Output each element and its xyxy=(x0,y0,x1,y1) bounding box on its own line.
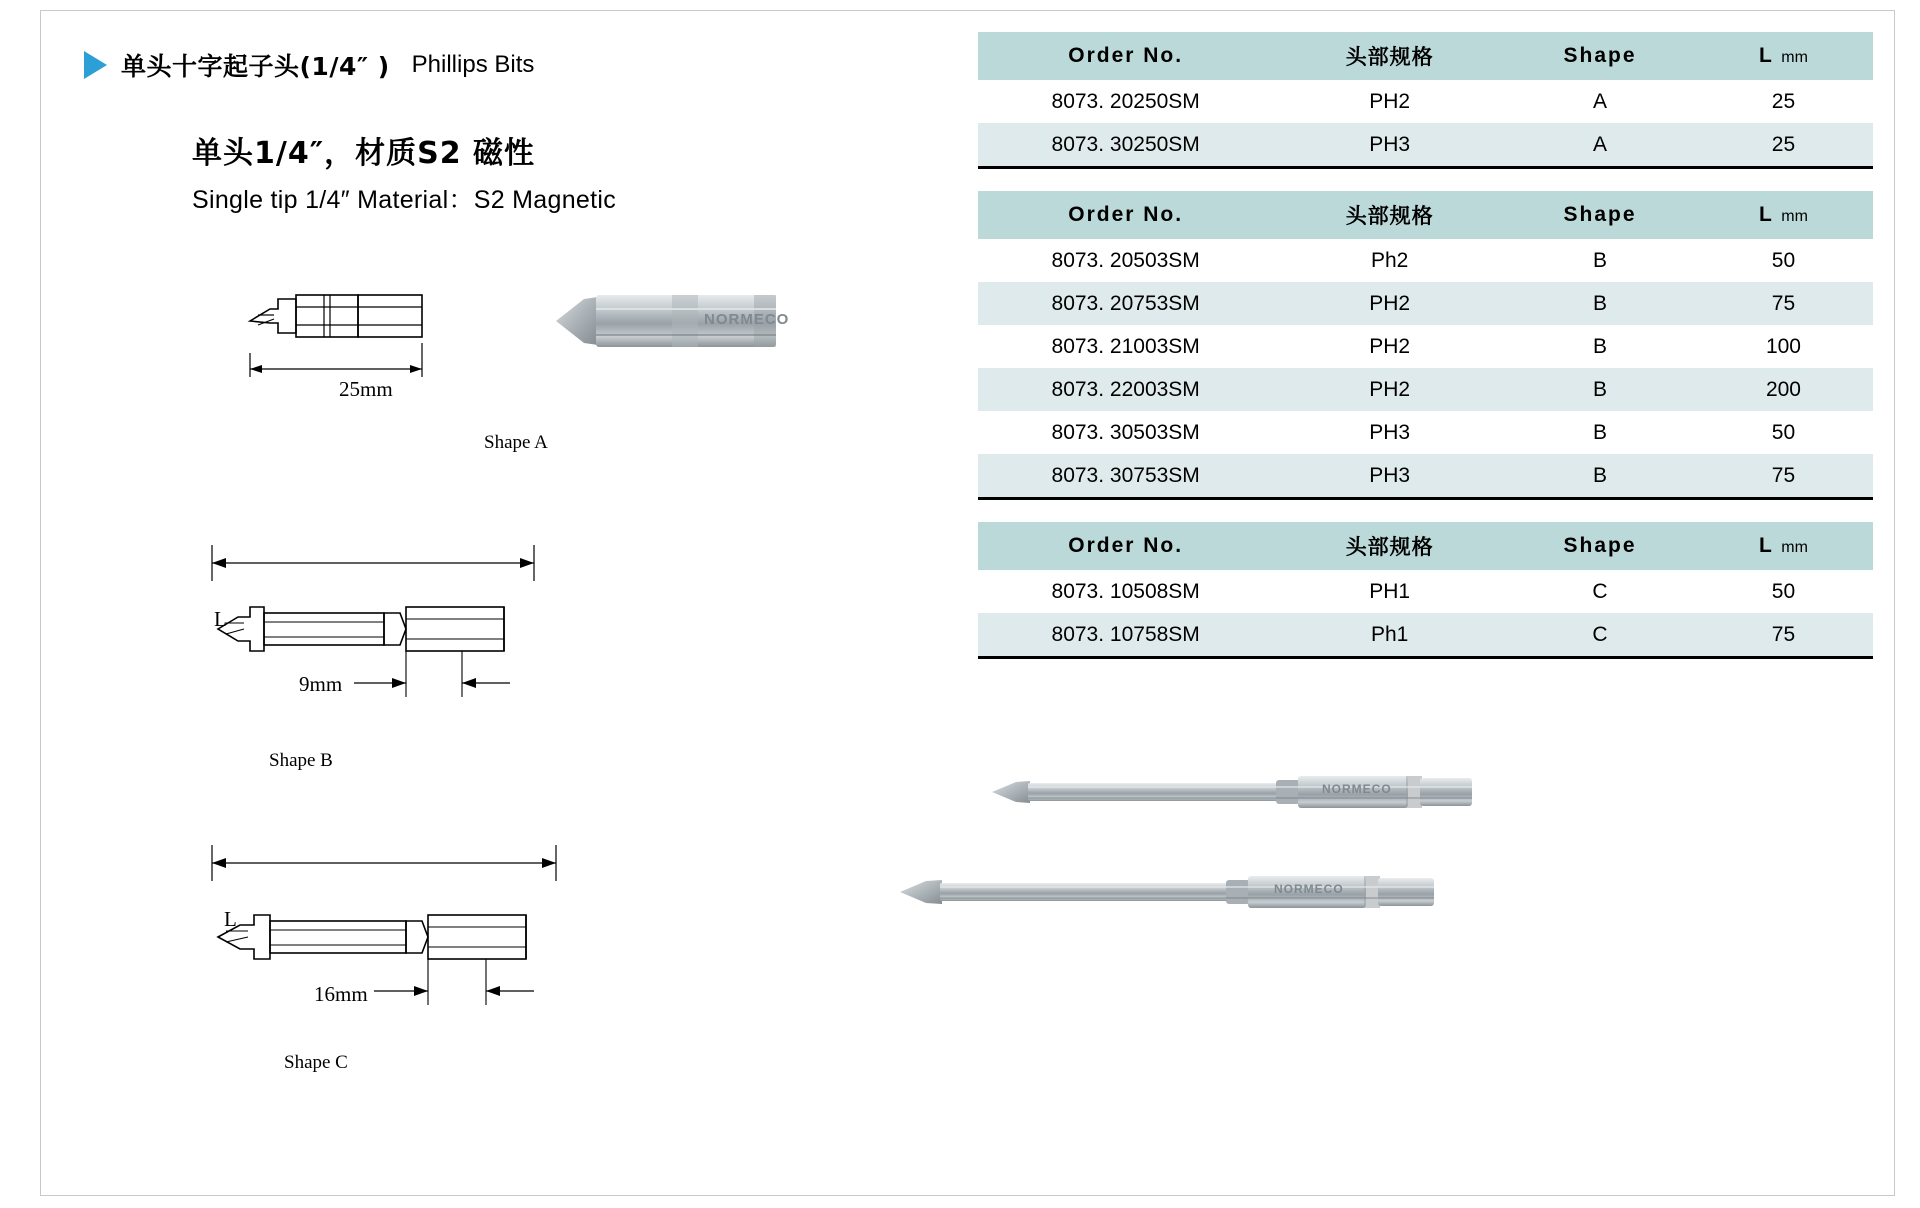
cell-head-spec: PH3 xyxy=(1369,420,1411,444)
col-header-order-no: Order No. xyxy=(978,191,1273,239)
section-title-en: Phillips Bits xyxy=(411,51,535,78)
col-header-head-spec: 头部规格 xyxy=(1273,32,1506,80)
col-header-shape: Shape xyxy=(1506,32,1694,80)
table-bottom-rule xyxy=(978,166,1873,169)
cell-length: 200 xyxy=(1694,368,1873,411)
cell-head-spec: PH2 xyxy=(1369,89,1411,113)
section-title xyxy=(74,40,964,90)
table-header-row xyxy=(978,522,1873,570)
cell-shape: A xyxy=(1506,123,1694,166)
shape-b-dimension: 9mm xyxy=(299,672,343,696)
triangle-bullet-icon xyxy=(84,51,107,79)
table-row xyxy=(978,80,1873,123)
table-row xyxy=(978,411,1873,454)
cell-length: 25 xyxy=(1771,89,1796,113)
shape-a-photo xyxy=(554,287,824,362)
shape-a-dimension: 25mm xyxy=(339,377,393,401)
cell-order-no: 8073. 30503SM xyxy=(1051,420,1200,444)
table-row xyxy=(978,613,1873,656)
shape-c-caption: Shape C xyxy=(284,1052,348,1073)
subtitle-en: Single tip 1/4″ Material：S2 Magnetic xyxy=(192,186,617,214)
cell-length: 50 xyxy=(1771,248,1796,272)
table-header-row xyxy=(978,32,1873,80)
cell-head-spec: Ph2 xyxy=(1371,248,1409,272)
cell-head-spec: PH3 xyxy=(1273,454,1506,497)
cell-order-no: 8073. 20250SM xyxy=(1051,89,1200,113)
col-header-length xyxy=(1694,32,1873,80)
cell-order-no: 8073. 20503SM xyxy=(1051,248,1200,272)
cell-order-no: 8073. 10758SM xyxy=(978,613,1273,656)
shape-a-caption: Shape A xyxy=(484,432,548,453)
photo-brand-a: NORMECO xyxy=(704,311,790,328)
spec-table-1-body xyxy=(978,80,1873,166)
photo-brand-1: NORMECO xyxy=(1322,782,1392,796)
shape-b-svg xyxy=(204,537,544,727)
long-bit-photo-2-svg xyxy=(898,862,1458,922)
col-header-length-symbol: L xyxy=(1759,534,1774,557)
cell-head-spec: PH2 xyxy=(1273,282,1506,325)
col-header-shape: Shape xyxy=(1506,522,1694,570)
table-row xyxy=(978,454,1873,497)
shape-b-length-label: L xyxy=(214,607,227,631)
spec-table-2 xyxy=(978,191,1873,497)
table-row xyxy=(978,570,1873,613)
cell-shape: C xyxy=(1506,613,1694,656)
page-content xyxy=(18,18,1902,1190)
cell-length: 50 xyxy=(1771,579,1796,603)
cell-length: 75 xyxy=(1694,613,1873,656)
spec-table-1-wrap xyxy=(978,32,1878,169)
col-header-length-unit: mm xyxy=(1781,539,1808,556)
cell-shape: C xyxy=(1592,579,1608,603)
long-bit-photo-1 xyxy=(990,762,1510,827)
cell-length: 25 xyxy=(1694,123,1873,166)
spec-table-1 xyxy=(978,32,1873,166)
cell-order-no: 8073. 30250SM xyxy=(978,123,1273,166)
cell-shape: B xyxy=(1506,368,1694,411)
cell-order-no: 8073. 21003SM xyxy=(1051,334,1200,358)
cell-shape: B xyxy=(1592,334,1607,358)
col-header-shape: Shape xyxy=(1506,191,1694,239)
shape-a-drawing xyxy=(244,277,504,392)
spec-table-3-wrap xyxy=(978,522,1878,659)
col-header-head-spec: 头部规格 xyxy=(1273,522,1506,570)
cell-shape: B xyxy=(1506,282,1694,325)
col-header-order-no: Order No. xyxy=(978,522,1273,570)
spec-table-2-wrap xyxy=(978,191,1878,500)
photo-brand-2: NORMECO xyxy=(1274,882,1344,896)
right-column xyxy=(978,32,1878,896)
left-column xyxy=(64,32,964,1202)
table-row xyxy=(978,368,1873,411)
section-title-cn: 单头十字起子头(1/4″ ) xyxy=(121,52,390,81)
cell-shape: B xyxy=(1592,420,1607,444)
shape-c-drawing xyxy=(204,837,564,1042)
shape-b-caption: Shape B xyxy=(269,750,333,771)
cell-shape: B xyxy=(1592,248,1607,272)
table-row xyxy=(978,282,1873,325)
spec-table-3 xyxy=(978,522,1873,656)
cell-order-no: 8073. 20753SM xyxy=(978,282,1273,325)
cell-length: 50 xyxy=(1771,420,1796,444)
cell-head-spec: PH1 xyxy=(1369,579,1411,603)
shape-a-svg xyxy=(244,277,504,387)
cell-shape: A xyxy=(1592,89,1607,113)
cell-head-spec: PH2 xyxy=(1273,368,1506,411)
cell-order-no: 8073. 22003SM xyxy=(978,368,1273,411)
table-row xyxy=(978,123,1873,166)
col-header-length-unit: mm xyxy=(1781,208,1808,225)
shape-c-length-label: L xyxy=(224,907,237,931)
table-row xyxy=(978,325,1873,368)
long-bit-photo-2 xyxy=(898,862,1458,927)
cell-head-spec: PH3 xyxy=(1273,123,1506,166)
shape-c-svg xyxy=(204,837,564,1037)
col-header-order-no: Order No. xyxy=(978,32,1273,80)
cell-head-spec: Ph1 xyxy=(1273,613,1506,656)
col-header-head-spec: 头部规格 xyxy=(1273,191,1506,239)
table-header-row xyxy=(978,191,1873,239)
cell-length: 100 xyxy=(1765,334,1801,358)
col-header-length xyxy=(1694,522,1873,570)
col-header-length xyxy=(1694,191,1873,239)
col-header-length-symbol: L xyxy=(1759,203,1774,226)
cell-head-spec: PH2 xyxy=(1369,334,1411,358)
table-row xyxy=(978,239,1873,282)
spec-table-3-body xyxy=(978,570,1873,656)
col-header-length-unit: mm xyxy=(1781,49,1808,66)
cell-order-no: 8073. 10508SM xyxy=(1051,579,1200,603)
cell-shape: B xyxy=(1506,454,1694,497)
table-bottom-rule xyxy=(978,497,1873,500)
shape-c-dimension: 16mm xyxy=(314,982,368,1006)
table-bottom-rule xyxy=(978,656,1873,659)
cell-order-no: 8073. 30753SM xyxy=(978,454,1273,497)
shape-b-drawing xyxy=(204,537,544,732)
long-bit-photo-1-svg xyxy=(990,762,1510,822)
cell-length: 75 xyxy=(1694,282,1873,325)
col-header-length-symbol: L xyxy=(1759,44,1774,67)
subtitle-cn: 单头1/4″，材质S2 磁性 xyxy=(192,136,536,171)
spec-table-2-body xyxy=(978,239,1873,497)
cell-length: 75 xyxy=(1694,454,1873,497)
